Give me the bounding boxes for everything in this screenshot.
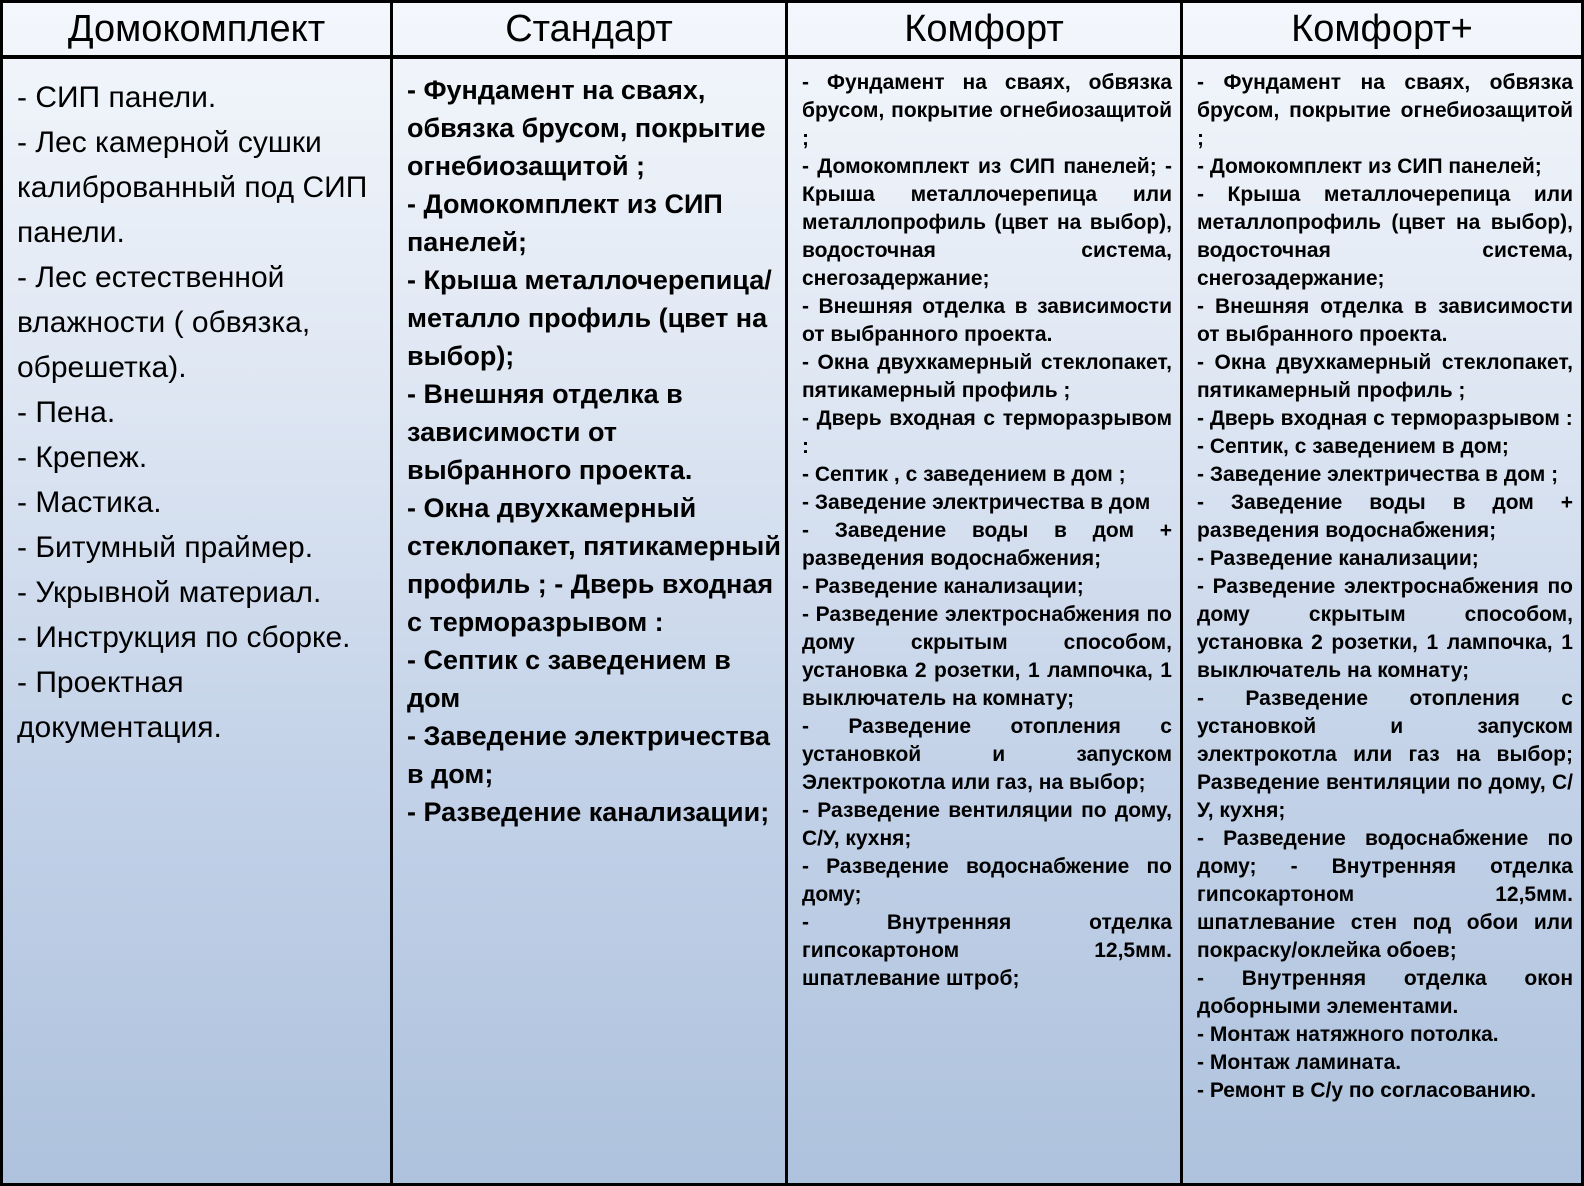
list-item: - Септик, с заведением в дом; (1197, 435, 1509, 458)
list-item: - Разведение канализации; (1197, 547, 1479, 570)
list-item: - Разведение электроснабжения по дому скрытым способом, установка 2 розетки, 1 лампочка, 1 выключатель на комнату; (802, 603, 1172, 710)
list-item: - Фундамент на сваях, обвязка брусом, покрытие огнебиозащитой ; (1197, 71, 1573, 150)
list-item: - Монтаж ламината. (1197, 1051, 1402, 1074)
list-item: - Разведение отопления с установкой и запуском Электрокотла или газ, на выбор; (802, 715, 1172, 794)
list-item: - Заведение электричества в дом (802, 491, 1151, 514)
column-komfort-plus (1183, 3, 1581, 1183)
list-item: - СИП панели. (17, 81, 217, 114)
column-standart (393, 3, 788, 1183)
list-item: - Крыша металлочерепица или металлопрофиль (цвет на выбор), водосточная система, снегозадержание; (1197, 183, 1573, 290)
list-item: - Внешняя отделка в зависимости от выбранного проекта. (407, 379, 693, 485)
list-item: - Заведение электричества в дом; (407, 721, 770, 789)
list-item: - Лес естественной влажности ( обвязка, обрешетка). (17, 261, 311, 384)
list-item: - Инструкция по сборке. (17, 621, 351, 654)
list-item: - Монтаж натяжного потолка. (1197, 1023, 1499, 1046)
list-item: - Разведение вентиляции по дому, С/У, кухня; (802, 799, 1172, 850)
column-header-domokomplekt: Домокомплект (3, 3, 390, 59)
list-item: - Дверь входная с терморазрывом : (1197, 407, 1573, 430)
column-header-komfort: Комфорт (788, 3, 1180, 59)
list-item: - Окна двухкамерный стеклопакет, пятикамерный профиль ; (802, 351, 1172, 402)
list-item: - Лес камерной сушки калиброванный под СИП панели. (17, 126, 368, 249)
list-item: - Септик с заведением в дом (407, 645, 731, 713)
list-item: - Домокомплект из СИП панелей; (1197, 155, 1542, 178)
list-item: - Внешняя отделка в зависимости от выбранного проекта. (1197, 295, 1573, 346)
list-item: - Разведение водоснабжение по дому; - Внутренняя отделка гипсокартоном 12,5мм. шпатлевание стен под обои или покраску/оклейка обоев; (1197, 827, 1573, 962)
list-item: - Окна двухкамерный стеклопакет, пятикамерный профиль ; (1197, 351, 1573, 402)
list-item: - Внешняя отделка в зависимости от выбранного проекта. (802, 295, 1172, 346)
list-item: - Домокомплект из СИП панелей; - Крыша металлочерепица или металлопрофиль (цвет на выбор), водосточная система, снегозадержание; (802, 155, 1172, 290)
list-item: - Заведение воды в дом + разведения водоснабжения; (802, 519, 1172, 570)
list-item: - Ремонт в С/у по согласованию. (1197, 1079, 1537, 1102)
list-item: - Пена. (17, 396, 116, 429)
column-body-komfort (788, 59, 1180, 1183)
list-item: - Внутренняя отделка окон доборными элементами. (1197, 967, 1573, 1018)
column-header-komfort-plus: Комфорт+ (1183, 3, 1581, 59)
list-item: - Фундамент на сваях, обвязка брусом, покрытие огнебиозащитой ; (802, 71, 1172, 150)
list-item: - Окна двухкамерный стеклопакет, пятикамерный профиль ; - Дверь входная с терморазрывом : (407, 493, 781, 637)
column-komfort (788, 3, 1183, 1183)
list-item: - Фундамент на сваях, обвязка брусом, покрытие огнебиозащитой ; (407, 75, 766, 181)
list-item: - Крыша металлочерепица/металло профиль (цвет на выбор); (407, 265, 772, 371)
list-item: - Заведение электричества в дом ; (1197, 463, 1559, 486)
list-item: - Домокомплект из СИП панелей; (407, 189, 723, 257)
list-item: - Внутренняя отделка гипсокартоном 12,5мм. шпатлевание штроб; (802, 911, 1172, 990)
list-item: - Разведение электроснабжения по дому скрытым способом, установка 2 розетки, 1 лампочка, 1 выключатель на комнату; (1197, 575, 1573, 682)
list-item: - Крепеж. (17, 441, 148, 474)
column-body-standart (393, 59, 785, 1183)
list-item: - Битумный праймер. (17, 531, 314, 564)
column-body-komfort-plus (1183, 59, 1581, 1183)
list-item: - Заведение воды в дом + разведения водоснабжения; (1197, 491, 1573, 542)
column-domokomplekt (3, 3, 393, 1183)
list-item: - Разведение отопления с установкой и запуском электрокотла или газ на выбор; Разведение вентиляции по дому, С/У, кухня; (1197, 687, 1573, 822)
list-item: - Разведение канализации; (407, 797, 770, 827)
list-item: - Проектная документация. (17, 666, 222, 744)
list-item: - Разведение водоснабжение по дому; (802, 855, 1172, 906)
list-item: - Септик , с заведением в дом ; (802, 463, 1126, 486)
column-header-standart: Стандарт (393, 3, 785, 59)
list-item: - Мастика. (17, 486, 162, 519)
list-item: - Дверь входная с терморазрывом : (802, 407, 1172, 458)
list-item: - Укрывной материал. (17, 576, 322, 609)
list-item: - Разведение канализации; (802, 575, 1084, 598)
column-body-domokomplekt (3, 59, 390, 1183)
